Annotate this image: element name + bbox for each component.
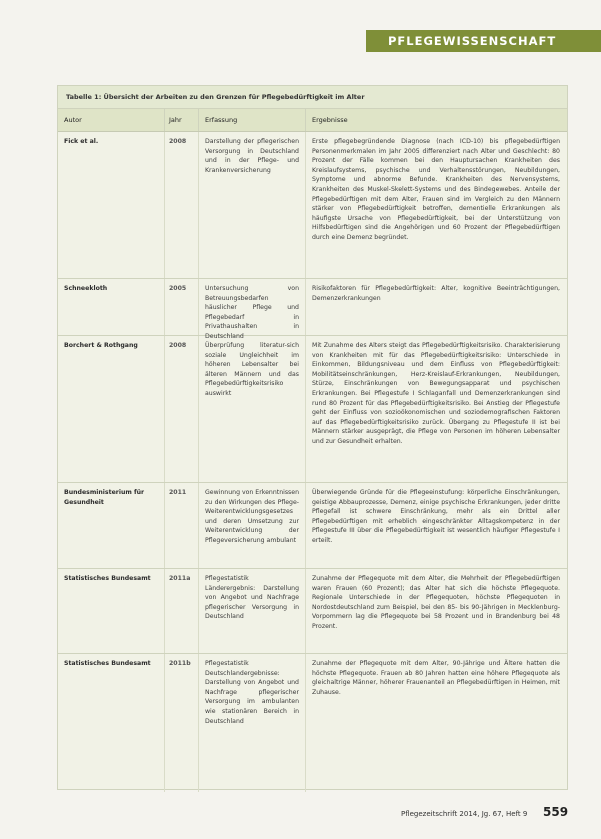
- overview-table: [57, 85, 568, 790]
- table-row: [58, 654, 567, 792]
- cell-year: 2011: [165, 483, 199, 568]
- cell-recording: Überprüfung literatur-sich soziale Ungleichheit im höheren Lebensalter bei älteren Männern und das Pflegebedürftigkeitsrisiko auswirkt: [199, 336, 306, 482]
- table-row: [58, 336, 567, 483]
- column-header-results: Ergebnisse: [312, 116, 348, 124]
- column-header-recording: Erfassung: [199, 109, 306, 131]
- cell-results: Risikofaktoren für Pflegebedürftigkeit: Alter, kognitive Beeinträchtigungen, Demenzerkrankungen: [312, 285, 560, 302]
- table-header-row: [58, 109, 567, 132]
- table-row: [58, 569, 567, 654]
- cell-recording: Gewinnung von Erkenntnissen zu den Wirkungen des Pflege-Weiterentwicklungsgesetzes und deren Umsetzung zur Weiterentwicklung der Pflegeversicherung ambulant: [199, 483, 306, 568]
- cell-recording: Darstellung der pflegerischen Versorgung in Deutschland und in der Pflege- und Krankenversicherung: [199, 132, 306, 278]
- cell-recording: Untersuchung von Betreuungsbedarfen häuslicher Pflege und Pflegebedarf in Privathaushalten in Deutschland: [199, 279, 306, 335]
- section-header-bar: [366, 30, 601, 52]
- cell-recording: Pflegestatistik Deutschlandergebnisse: Darstellung von Angebot und Nachfrage pflegerischer Versorgung im ambulanten wie stationären Bereich in Deutschland: [199, 654, 306, 792]
- cell-year: 2005: [165, 279, 199, 335]
- cell-year: 2008: [165, 132, 199, 278]
- cell-year: 2011b: [165, 654, 199, 792]
- cell-recording: Pflegestatistik Länderergebnis: Darstellung von Angebot und Nachfrage pflegerischer Versorgung in Deutschland: [199, 569, 306, 653]
- journal-citation: Pflegezeitschrift 2014, Jg. 67, Heft 9: [401, 810, 528, 818]
- cell-author: Schneekloth: [58, 279, 165, 335]
- cell-author: Bundesministerium für Gesundheit: [58, 483, 165, 568]
- cell-results: Zunahme der Pflegequote mit dem Alter, 90-Jährige und Ältere hatten die höchste Pflegequote. Frauen ab 80 Jahren hatten eine höhere Pflegequote als gleichaltrige Männer, höherer Frauenanteil an Pflegebedürftigen in Heimen, mit Zuhause.: [312, 660, 560, 696]
- cell-author: Borchert & Rothgang: [58, 336, 165, 482]
- cell-author: Statistisches Bundesamt: [58, 569, 165, 653]
- table-caption: Tabelle 1: Übersicht der Arbeiten zu den Grenzen für Pflegebedürftigkeit im Alter: [58, 86, 567, 109]
- cell-results: Überwiegende Gründe für die Pflegeeinstufung: körperliche Einschränkungen, geistige Abbauprozesse, Demenz, einige psychische Erkrankungen, jeder dritte Pflegefall ist schwere Einschränkung, mehr als ein Drittel aller Pflegebedürftigen mit erheblich eingeschränkter Alltagskompetenz in der Pflegestufe III über die Pflegebedürftigkeit ist wesentlich häufiger Pflegestufe I erteilt.: [312, 489, 560, 544]
- page-number: 559: [543, 805, 569, 819]
- column-header-author: Autor: [58, 109, 165, 131]
- cell-results: Mit Zunahme des Alters steigt das Pflegebedürftigkeitsrisiko. Charakterisierung von Krankheiten mit für das Pflegebedürftigkeitsrisiko: Unterschiede in Einkommen, Bildungsniveau und dem Einfluss von Pflegebedürftigkeit: Mobilitätseinschränkungen, Herz-Kreislauf-Erkrankungen, Neubildungen, Stürze, Einschränkungen von Bewegungsapparat und psychischen Erkrankungen. Bei Pflegestufe I Schlaganfall und Demenzerkrankungen sind rund 80 Prozent für das Pflegebedürftigkeitsrisiko. Bei Anstieg der Pflegestufe geht der Einfluss von sozioökonomischen und soziodemografischen Faktoren auf das Pflegebedürftigkeitsrisiko zurück. Übergang zu Pflegestufe II ist bei Männern stärker ausgeprägt, die Pflege von Personen im höheren Lebensalter und zur Gesundheit erhalten.: [312, 342, 560, 445]
- cell-year: 2011a: [165, 569, 199, 653]
- column-header-year: Jahr: [165, 109, 199, 131]
- cell-author: Fick et al.: [58, 132, 165, 278]
- cell-results: Zunahme der Pflegequote mit dem Alter, die Mehrheit der Pflegebedürftigen waren Frauen (60 Prozent); das Alter hat sich die höchste Pflegequote. Regionale Unterschiede in der Pflegequoten, höchste Pflegequoten in Nordostdeutschland zum Beispiel, bei den 85- bis 90-Jährigen in Mecklenburg-Vorpommern lag die Pflegequote bei 58 Prozent und in Brandenburg bei 48 Prozent.: [312, 575, 560, 630]
- table-row: [58, 279, 567, 340]
- table-row: [58, 483, 567, 569]
- cell-results: Erste pflegebegründende Diagnose (nach ICD-10) bis pflegebedürftigen Personenmerkmalen im Jahr 2005 differenziert nach Alter und Geschlecht: 80 Prozent der Fälle kommen bei den Hauptursachen Krankheiten des Kreislaufsystems, psychische und Verhaltensstörungen, Neubildungen, Symptome und abnorme Befunde. Krankheiten des Nervensystems, Krankheiten des Muskel-Skelett-Systems und des Bindegewebes. Anteile der Pflegebedürftigen mit dem Alter, Frauen sind im Vergleich zu den Männern stärker von Pflegebedürftigkeit betroffen, dementielle Erkrankungen als häufigste Ursache von Pflegebedürftigkeit, bei der Unterstützung von Hilfsbedürftigen sind die Angehörigen und 60 Prozent der Pflegebedürftigen durch eine Demenz begründet.: [312, 138, 560, 241]
- table-row: [58, 132, 567, 279]
- section-title: PFLEGEWISSENSCHAFT: [388, 34, 557, 48]
- cell-author: Statistisches Bundesamt: [58, 654, 165, 792]
- cell-year: 2008: [165, 336, 199, 482]
